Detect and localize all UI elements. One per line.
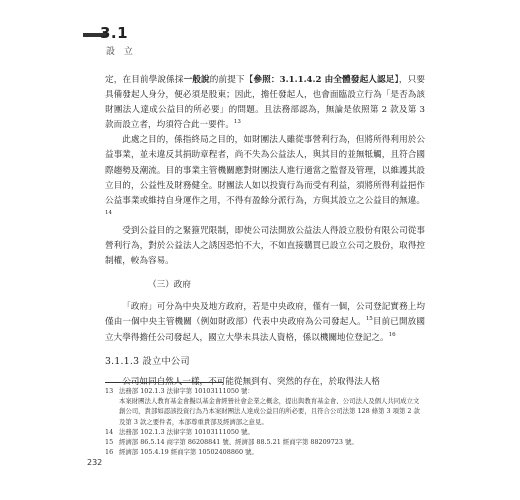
section-title: 設 立 — [106, 47, 136, 57]
footnote-text: 經濟部 105.4.19 經商字第 10502408860 號。 — [119, 448, 258, 457]
footnote-text: 經濟部 86.5.14 商字第 86208841 號、經濟部 88.5.21 經商字第 88209723 號。 — [119, 438, 358, 447]
p1-text-a: 定，在目前學說係採 — [105, 75, 184, 85]
paragraph-2 — [105, 133, 425, 224]
subheading-company-in-formation: 3.1.1.3 設立中公司 — [105, 355, 190, 367]
footnote-ref-15: 15 — [365, 316, 373, 323]
paragraph-1 — [105, 73, 425, 133]
body-text — [105, 73, 425, 390]
footnote-ref-16: 16 — [388, 331, 396, 338]
footnote-continuation: 本案財團法人教育基金會擬以基金會經營社會企業之概念，提出與教育基金會、公司法人及個人共同成立文創公司，貴部如認該投資行為乃本案財團法人達成公益目的所必要，且符合公司法第 128 條第 3 項第 2 款及第 3 款之要件者，本部尊重貴部及經濟部之意見。 — [119, 397, 420, 426]
footnote-16 — [105, 447, 425, 457]
footnote-13 — [105, 386, 425, 396]
footnote-number: 16 — [105, 448, 114, 457]
page-number: 232 — [87, 458, 103, 467]
footnote-rule — [105, 382, 223, 383]
p1-reference: 參照：3.1.1.4.2 由全體發起人認足 — [253, 75, 395, 85]
footnote-14 — [105, 427, 425, 437]
footnote-ref-13: 13 — [233, 119, 241, 126]
subheading-government: （三）政府 — [148, 280, 191, 291]
p2-text: 此處之目的，係指終局之目的，如財團法人雖從事營利行為，但將所得利用於公益事業，並未違反其捐助章程者，尚不失為公益法人，與其目的並無牴觸，且符合國際趨勢及潮流。目的事業主管機關應對財團法人進行適當之監督及管理，以維護其設立目的，公益性及財務健全。財團法人如以投資行為而受有利益，須將所得利益挹作公益事業或維持自身運作之用，不得有盈餘分派行為，方與其設立之公益目的無違。 — [105, 135, 425, 206]
section-number: 3.1 — [100, 24, 129, 42]
footnote-ref-14: 14 — [105, 209, 112, 216]
p4-text-a: 「政府」可分為中央及地方政府，若是中央政府，僅有一個，公司登記實務上均僅由一個中央主管機關（例如財政部）代表中央政府為公司發起人。 — [105, 302, 425, 328]
paragraph-5: 公司如同自然人一樣，不可能從無到有、突然的存在，於取得法人格 — [122, 376, 381, 387]
footnote-text: 法務部 102.1.3 法律字第 10103111050 號。 — [119, 427, 254, 436]
p1-text-c: 的前提下【 — [209, 75, 254, 85]
footnote-number: 15 — [105, 438, 114, 447]
paragraph-4 — [105, 300, 425, 345]
p4-text-b: 目前已開放國立大學得擔任公司發起人，國立大學未具法人資格，係以機關地位登記之。 — [105, 317, 425, 343]
p1-emphasis: 一般說 — [183, 75, 210, 85]
footnote-15 — [105, 437, 425, 447]
footnote-number: 14 — [105, 427, 114, 436]
footnote-text: 法務部 102.1.3 法律字第 10103111050 號： — [119, 387, 254, 395]
footnotes — [105, 386, 425, 457]
p1-text-e: 】，只要具備發起人身分，便必須是股東；因此，擔任發起人，也會面臨設立行為「是否為該財團法人達成公益目的所必要」的問題。且法務部認為，無論是依照第 2 款及第 3 款而設立者，均須符合此一要件。 — [105, 75, 425, 131]
footnote-number: 13 — [105, 387, 114, 395]
paragraph-3: 受到公益目的之緊箍咒限制，即使公司法開放公益法人得設立股份有限公司從事營利行為，對於公益法人之誘因恐怕不大，不如直接購買已設立公司之股份，取得控制權，較為容易。 — [105, 225, 425, 267]
